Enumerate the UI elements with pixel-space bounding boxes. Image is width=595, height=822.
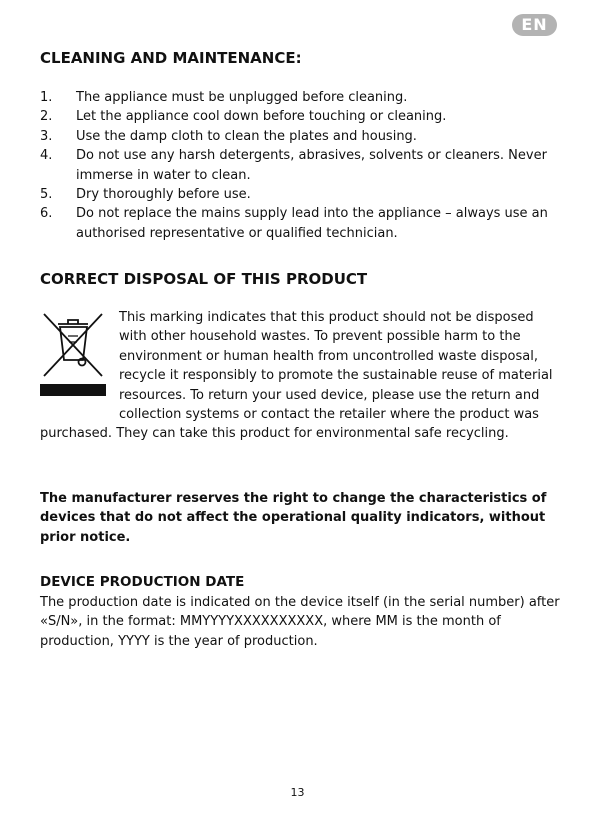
cleaning-list xyxy=(40,88,560,243)
list-item-number: 4. xyxy=(40,148,53,164)
cleaning-heading: CLEANING AND MAINTENANCE: xyxy=(40,49,302,67)
production-date-heading: DEVICE PRODUCTION DATE xyxy=(40,574,245,590)
disposal-heading: CORRECT DISPOSAL OF THIS PRODUCT xyxy=(40,270,368,288)
list-item-text: Do not replace the mains supply lead into the appliance – always use an authorised representative or qualified technician. xyxy=(76,206,548,241)
list-item xyxy=(40,88,560,107)
list-item-number: 3. xyxy=(40,128,53,144)
list-item-number: 1. xyxy=(40,90,53,105)
list-item-text: Let the appliance cool down before touching or cleaning. xyxy=(76,109,447,125)
list-item-text: Dry thoroughly before use. xyxy=(76,187,251,203)
page-number: 13 xyxy=(290,786,305,799)
production-date-paragraph: The production date is indicated on the device itself (in the serial number) after «S/N», in the format: MMYYYYXXXXXXXXXX, where MM is the month of production, YYYY is the year of production. xyxy=(40,595,560,649)
disposal-paragraph xyxy=(40,308,560,444)
list-item-text: The appliance must be unplugged before cleaning. xyxy=(76,90,408,105)
list-item-text: Use the damp cloth to clean the plates and housing. xyxy=(76,128,417,144)
list-item-number: 5. xyxy=(40,187,53,203)
icon-spacer xyxy=(40,308,119,423)
list-item-number: 6. xyxy=(40,206,53,222)
manufacturer-notice: The manufacturer reserves the right to change the characteristics of devices that do not affect the operational quality indicators, without prior notice. xyxy=(40,491,547,545)
list-item-text: Do not use any harsh detergents, abrasives, solvents or cleaners. Never immerse in water to clean. xyxy=(76,148,547,183)
list-item xyxy=(40,127,560,146)
disposal-text: This marking indicates that this product should not be disposed with other household wastes. To prevent possible harm to the environment or human health from uncontrolled waste disposal, recycle it responsibly to promote the sustainable reuse of material resources. To return your used device, please use the return and collection systems or contact the retailer where the product was purchased. They can take this product for environmental safe recycling. xyxy=(40,310,553,442)
list-item xyxy=(40,107,560,126)
list-item xyxy=(40,146,560,185)
language-badge: EN xyxy=(512,14,557,36)
list-item-number: 2. xyxy=(40,109,53,125)
list-item xyxy=(40,185,560,204)
list-item xyxy=(40,204,560,243)
